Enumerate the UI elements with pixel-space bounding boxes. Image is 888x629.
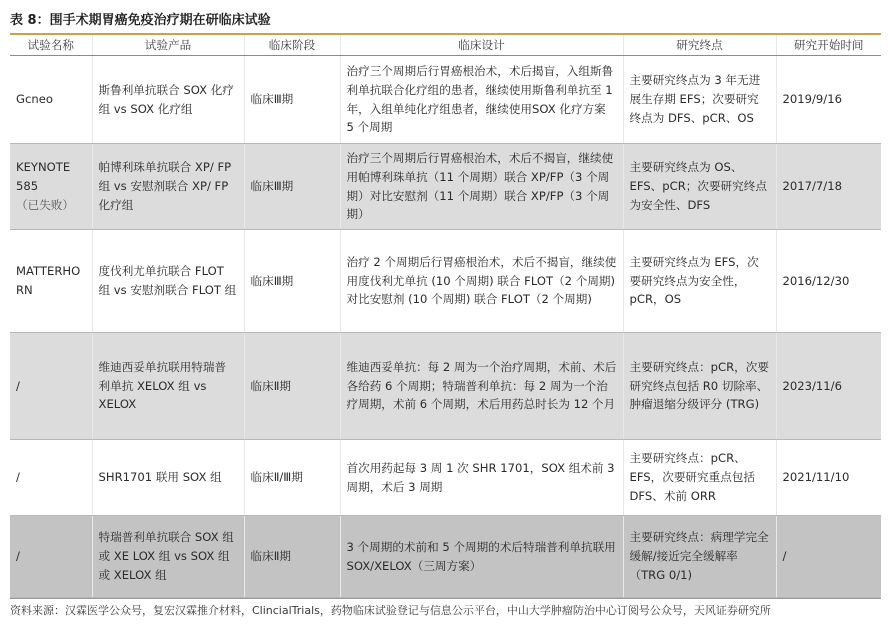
trial-endpoint: 主要研究终点为 3 年无进展生存期 EFS；次要研究终点为 DFS、pCR、OS — [623, 56, 776, 144]
clinical-trials-table — [10, 35, 881, 598]
table-row — [10, 333, 881, 440]
trial-endpoint: 主要研究终点：pCR、EFS，次要研究重点包括DFS、术前 ORR — [623, 440, 776, 516]
trial-phase: 临床Ⅲ期 — [244, 230, 340, 333]
trial-start-date: 2017/7/18 — [776, 144, 881, 230]
table-row — [10, 56, 881, 144]
table-row — [10, 144, 881, 230]
trial-endpoint: 主要研究终点为 OS、EFS、pCR；次要研究终点为安全性、DFS — [623, 144, 776, 230]
table-row — [10, 230, 881, 333]
trial-design: 治疗三个周期后行胃癌根治术，术后不揭盲，继续使用帕博利珠单抗（11 个周期）联合 XP/FP（3 个周期）对比安慰剂（11 个周期）联合 XP/FP（3 个周期） — [340, 144, 623, 230]
trial-product: SHR1701 联用 SOX 组 — [92, 440, 244, 516]
trial-start-date: 2021/11/10 — [776, 440, 881, 516]
trial-design: 治疗 2 个周期后行胃癌根治术，术后不揭盲，继续使用度伐利尤单抗 (10 个周期) 联合 FLOT（2 个周期) 对比安慰剂 (10 个周期) 联合 FLOT（2 个周期) — [340, 230, 623, 333]
trial-design: 首次用药起每 3 周 1 次 SHR 1701，SOX 组术前 3 周期，术后 3 周期 — [340, 440, 623, 516]
trial-phase: 临床Ⅱ期 — [244, 516, 340, 598]
trial-design: 治疗三个周期后行胃癌根治术，术后揭盲，入组斯鲁利单抗联合化疗组的患者，继续使用斯鲁利单抗至 1 年，入组单纯化疗组患者，继续使用SOX 化疗方案 5 个周期 — [340, 56, 623, 144]
trial-start-date: 2023/11/6 — [776, 333, 881, 440]
column-header-endpoint: 研究终点 — [623, 35, 776, 56]
trial-name: / — [10, 516, 92, 598]
trial-name: / — [10, 440, 92, 516]
column-header-trial-name: 试验名称 — [10, 35, 92, 56]
trial-product: 斯鲁利单抗联合 SOX 化疗组 vs SOX 化疗组 — [92, 56, 244, 144]
trial-phase: 临床Ⅱ期 — [244, 333, 340, 440]
trial-product: 度伐利尤单抗联合 FLOT 组 vs 安慰剂联合 FLOT 组 — [92, 230, 244, 333]
column-header-product: 试验产品 — [92, 35, 244, 56]
trial-design: 维迪西妥单抗：每 2 周为一个治疗周期，术前、术后各给药 6 个周期；特瑞普利单抗：每 2 周为一个治疗周期，术前 6 个周期，术后用药总时长为 12 个月 — [340, 333, 623, 440]
trial-status-note: （已失败） — [16, 197, 74, 212]
trial-start-date: 2016/12/30 — [776, 230, 881, 333]
trial-product: 特瑞普利单抗联合 SOX 组或 XE LOX 组 vs SOX 组或 XELOX 组 — [92, 516, 244, 598]
trial-endpoint: 主要研究终点为 EFS，次要研究终点为安全性，pCR，OS — [623, 230, 776, 333]
trial-phase: 临床Ⅲ期 — [244, 144, 340, 230]
source-note: 资料来源：汉霖医学公众号，复宏汉霖推介材料，ClincialTrials，药物临床试验登记与信息公示平台，中山大学肿瘤防治中心订阅号公众号，天风证券研究所 — [10, 598, 881, 618]
column-header-phase: 临床阶段 — [244, 35, 340, 56]
trial-start-date: / — [776, 516, 881, 598]
table-row — [10, 440, 881, 516]
trial-product: 维迪西妥单抗联用特瑞普利单抗 XELOX 组 vs XELOX — [92, 333, 244, 440]
table-title: 表 8：围手术期胃癌免疫治疗期在研临床试验 — [10, 13, 271, 28]
trial-design: 3 个周期的术前和 5 个周期的术后特瑞普利单抗联用 SOX/XELOX（三周方案） — [340, 516, 623, 598]
trial-endpoint: 主要研究终点：病理学完全缓解/接近完全缓解率（TRG 0/1) — [623, 516, 776, 598]
trial-phase: 临床Ⅲ期 — [244, 56, 340, 144]
trial-phase: 临床Ⅱ/Ⅲ期 — [244, 440, 340, 516]
column-header-start-date: 研究开始时间 — [776, 35, 881, 56]
trial-name: KEYNOTE 585 （已失败） — [10, 144, 92, 230]
trial-endpoint: 主要研究终点：pCR，次要研究终点包括 R0 切除率、肿瘤退缩分级评分 (TRG) — [623, 333, 776, 440]
table-header-row — [10, 35, 881, 56]
table-row — [10, 516, 881, 598]
trial-name: MATTERHORN — [10, 230, 92, 333]
trial-name: Gcneo — [10, 56, 92, 144]
trial-start-date: 2019/9/16 — [776, 56, 881, 144]
trial-name: / — [10, 333, 92, 440]
trial-product: 帕博利珠单抗联合 XP/ FP 组 vs 安慰剂联合 XP/ FP 化疗组 — [92, 144, 244, 230]
column-header-design: 临床设计 — [340, 35, 623, 56]
